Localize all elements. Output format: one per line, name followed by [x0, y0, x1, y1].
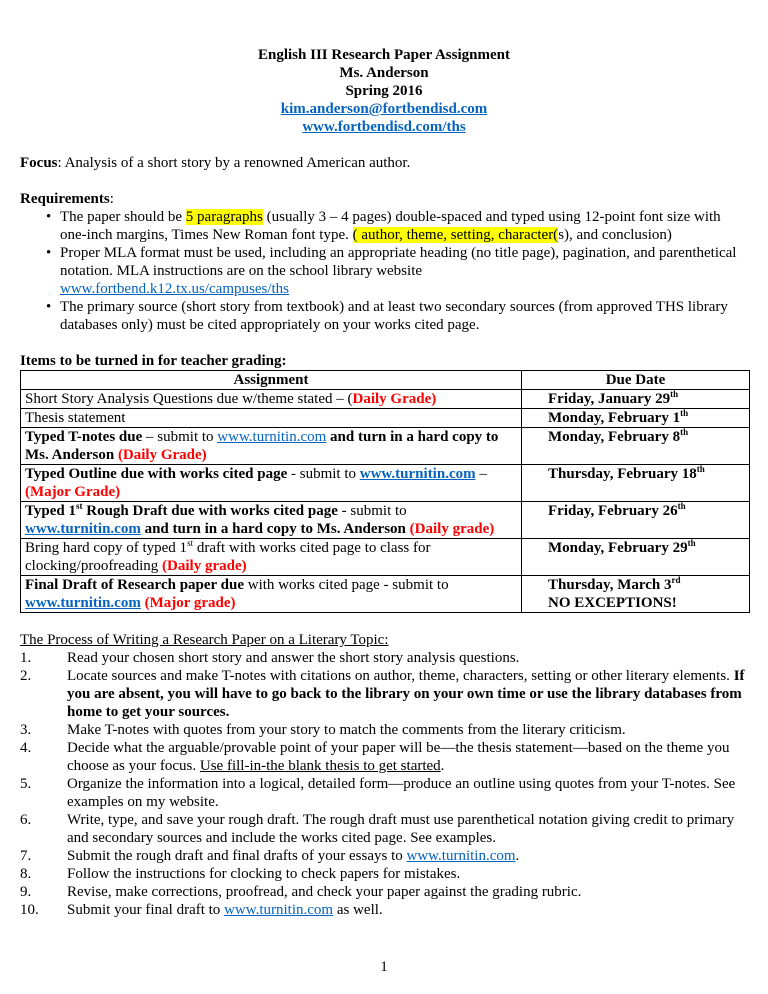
turnitin-link[interactable]: www.turnitin.com — [359, 466, 476, 482]
list-item: 1. Read your chosen short story and answer the short story analysis questions. — [20, 650, 520, 666]
process-steps — [20, 649, 748, 919]
term: Spring 2016 — [345, 83, 423, 99]
list-item: 2. Locate sources and make T-notes with citations on author, theme, characters, setting or other literary elements. If you are absent, you will have to go back to the library on your own time or use the library databases from home to get your sources. — [20, 668, 745, 720]
page-number: 1 — [380, 959, 388, 975]
focus-text: : Analysis of a short story by a renowned American author. — [57, 155, 411, 171]
list-item: 3. Make T-notes with quotes from your story to match the comments from the literary criticism. — [20, 722, 626, 738]
table-row: Bring hard copy of typed 1st draft with works cited page to class for clocking/proofreading (Daily grade) Monday, February 29th — [21, 539, 750, 576]
list-item: 7. Submit the rough draft and final drafts of your essays to www.turnitin.com. — [20, 848, 520, 864]
document-title: English III Research Paper Assignment — [258, 47, 510, 63]
list-item: 8. Follow the instructions for clocking to check papers for mistakes. — [20, 866, 461, 882]
table-row: Short Story Analysis Questions due w/theme stated – (Daily Grade) Friday, January 29th — [21, 390, 750, 409]
table-row: Typed Outline due with works cited page - submit to www.turnitin.com – (Major Grade) Thursday, February 18th — [21, 465, 750, 502]
list-item: 6. Write, type, and save your rough draft. The rough draft must use parenthetical notation giving credit to primary and secondary sources and include the works cited page. See examples. — [20, 812, 735, 846]
turnitin-link[interactable]: www.turnitin.com — [406, 848, 516, 864]
turnitin-link[interactable]: www.turnitin.com — [217, 429, 327, 445]
table-row: Final Draft of Research paper due with works cited page - submit to www.turnitin.com (Major grade) Thursday, March 3rd NO EXCEPTIONS! — [21, 576, 750, 613]
library-website-link[interactable]: www.fortbend.k12.tx.us/campuses/ths — [60, 281, 289, 297]
focus-label: Focus — [20, 155, 58, 171]
turnitin-link[interactable]: www.turnitin.com — [224, 902, 334, 918]
turnitin-link[interactable]: www.turnitin.com — [25, 521, 141, 537]
focus-paragraph — [20, 154, 748, 172]
document-page: English III Research Paper Assignment Ms. Anderson Spring 2016 kim.anderson@fortbendisd.com www.fortbendisd.com/ths Focus: Analysis of a short story by a renowned American author. Requirements: • The paper should be 5 paragraphs (usually 3 – 4 pages) double-spaced and typed using 12-point font size with one-inch margins, Times New Roman font type. ( author, theme, setting, character(s), and conclusion) • Proper MLA format must be used, including an appropriate heading (no title page), pagination, and parenthetical notation. MLA instructions are on the school library website www.fortbend.k12.tx.us/campuses/ths • The primary source (short story from textbook) and at least two secondary sources (from approved THS library databases only) must be cited appropriately on your works cited page. Items to be turned in for teacher grading: Assignment Due Date Short Story Analysis Questions due w/theme stated – (Daily Grade) Friday, January 29th Thesis statement Monday, February 1th Typed T-notes due – submit to www.turnitin.com and turn in a hard copy to Ms. Anderson (Daily Grade) Monday, February 8th Typed Outline due with works cited page - submit to www.turnitin.com – (Major Grade) Thursday, February 18th Typed 1st Rough Draft due with works cited page - submit to www.turnitin.com and turn in a hard copy to Ms. Anderson (Daily grade) Friday, February 26th Bring hard copy of typed 1st draft with works cited page to class for clocking/proofreading (Daily grade) Monday, February 29th Final Draft of Research paper due with works cited page - submit to www.turnitin.com (Major grade) Thursday, March 3rd NO EXCEPTIONS! The Process of Writing a Research Paper on a Literary Topic: 1. Read your chosen short story and answer the short story analysis questions. 2. Locate sources and make T-notes with citations on author, theme, characters, setting or other literary elements. If you are absent, you will have to go back to the library on your own time or use the library databases from home to get your sources. 3. Make T-notes with quotes from your story to match the comments from the literary criticism. 4. Decide what the arguable/provable point of your paper will be—the thesis statement—based on the theme you choose as your focus. Use fill-in-the blank thesis to get started. 5. Organize the information into a logical, detailed form—produce an outline using quotes from your T-notes. See examples on my website. 6. Write, type, and save your rough draft. The rough draft must use parenthetical notation giving credit to primary and secondary sources and include the works cited page. See examples. 7. Submit the rough draft and final drafts of your essays to www.turnitin.com. 8. Follow the instructions for clocking to check papers for mistakes. 9. Revise, make corrections, proofread, and check your paper against the grading rubric. 10. Submit your final draft to www.turnitin.com as well. — [20, 20, 748, 919]
table-row: Typed 1st Rough Draft due with works cited page - submit to www.turnitin.com and turn in a hard copy to Ms. Anderson (Daily grade) Friday, February 26th — [21, 502, 750, 539]
requirements-list — [20, 208, 748, 334]
list-item: • Proper MLA format must be used, including an appropriate heading (no title page), pagination, and parenthetical notation. MLA instructions are on the school library website www.fortbend.k12.tx.us/campuses/ths — [60, 244, 748, 298]
list-item: 10. Submit your final draft to www.turnitin.com as well. — [20, 902, 383, 918]
due-date-column-header: Due Date — [522, 371, 750, 390]
email-link[interactable]: kim.anderson@fortbendisd.com — [280, 101, 488, 117]
teacher-name: Ms. Anderson — [339, 65, 429, 81]
process-title: The Process of Writing a Research Paper on a Literary Topic: — [20, 632, 389, 648]
list-item: • The paper should be 5 paragraphs (usually 3 – 4 pages) double-spaced and typed using 12-point font size with one-inch margins, Times New Roman font type. ( author, theme, setting, character(s), and conclusion) — [60, 208, 748, 244]
list-item: 5. Organize the information into a logical, detailed form—produce an outline using quotes from your T-notes. See examples on my website. — [20, 776, 736, 810]
assignment-column-header: Assignment — [21, 371, 522, 390]
table-row: Typed T-notes due – submit to www.turnitin.com and turn in a hard copy to Ms. Anderson (Daily Grade) Monday, February 8th — [21, 428, 750, 465]
turnitin-link[interactable]: www.turnitin.com — [25, 595, 141, 611]
table-row: Thesis statement Monday, February 1th — [21, 409, 750, 428]
items-heading: Items to be turned in for teacher grading: — [20, 353, 287, 369]
items-table — [20, 370, 750, 613]
list-item: 9. Revise, make corrections, proofread, and check your paper against the grading rubric. — [20, 884, 582, 900]
list-item: 4. Decide what the arguable/provable point of your paper will be—the thesis statement—based on the theme you choose as your focus. Use fill-in-the blank thesis to get started. — [20, 740, 730, 774]
website-link[interactable]: www.fortbendisd.com/ths — [302, 119, 466, 135]
requirements-label: Requirements — [20, 191, 110, 207]
list-item: • The primary source (short story from textbook) and at least two secondary sources (from approved THS library databases only) must be cited appropriately on your works cited page. — [60, 298, 748, 334]
